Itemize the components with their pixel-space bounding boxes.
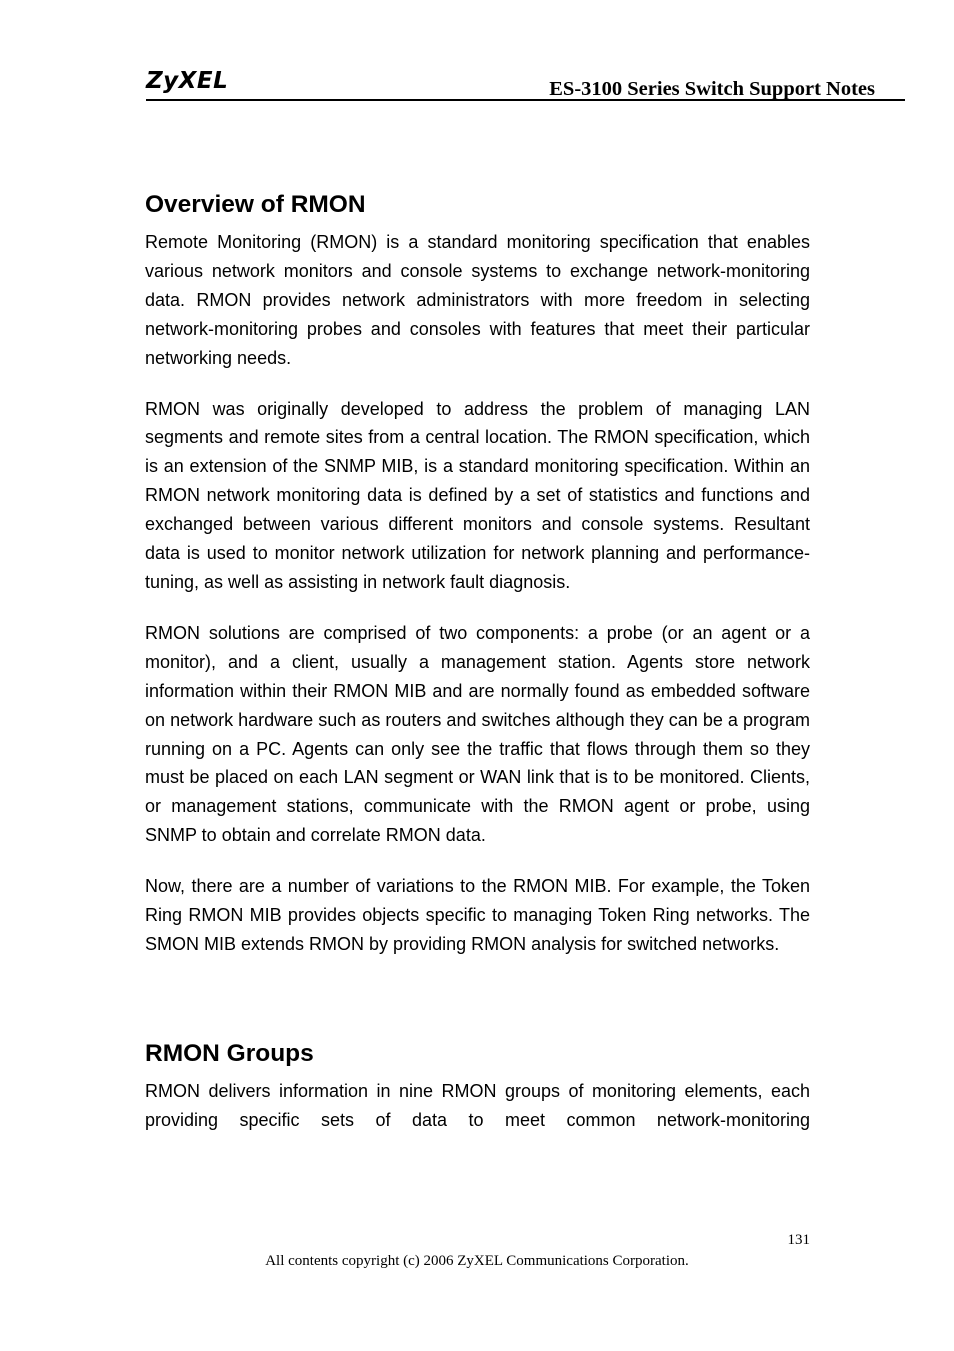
header-title: ES-3100 Series Switch Support Notes	[549, 78, 875, 100]
page-content	[145, 184, 810, 1135]
paragraph-rmon-groups-1: RMON delivers information in nine RMON groups of monitoring elements, each providing specific sets of data to meet common network-monitoring	[145, 1080, 810, 1130]
zyxel-logo: ZyXEL	[146, 68, 229, 94]
section-heading-rmon-groups: RMON Groups	[145, 1039, 314, 1067]
section-heading-overview: Overview of RMON	[145, 191, 366, 218]
paragraph-overview-2: RMON was originally developed to address the problem of managing LAN segments and remote sites from a central location. The RMON specification, which is an extension of the SNMP MIB, is a standard monitoring specification. Within an RMON network monitoring data is defined by a set of statistics and functions and exchanged between various different monitors and console systems. Resultant data is used to monitor network utilization for network planning and performance-tuning, as well as assisting in network fault diagnosis.	[145, 398, 810, 592]
header-rule	[146, 99, 905, 101]
paragraph-overview-4: Now, there are a number of variations to the RMON MIB. For example, the Token Ring RMON MIB provides objects specific to managing Token Ring networks. The SMON MIB extends RMON by providing RMON analysis for switched networks.	[145, 876, 810, 954]
footer-copyright: All contents copyright (c) 2006 ZyXEL Communications Corporation.	[265, 1253, 689, 1269]
paragraph-overview-3: RMON solutions are comprised of two components: a probe (or an agent or a monitor), and a client, usually a management station. Agents store network information within their RMON MIB and are normally found as embedded software on network hardware such as routers and switches although they can be a program running on a PC. Agents can only see the traffic that flows through them so they must be placed on each LAN segment or WAN link that is to be monitored. Clients, or management stations, communicate with the RMON agent or probe, using SNMP to obtain and correlate RMON data.	[145, 622, 810, 846]
paragraph-overview-1: Remote Monitoring (RMON) is a standard monitoring specification that enables various network monitors and console systems to exchange network-monitoring data. RMON provides network administrators with more freedom in selecting network-monitoring probes and consoles with features that meet their particular networking needs.	[145, 232, 810, 368]
page-number: 131	[787, 1232, 810, 1248]
